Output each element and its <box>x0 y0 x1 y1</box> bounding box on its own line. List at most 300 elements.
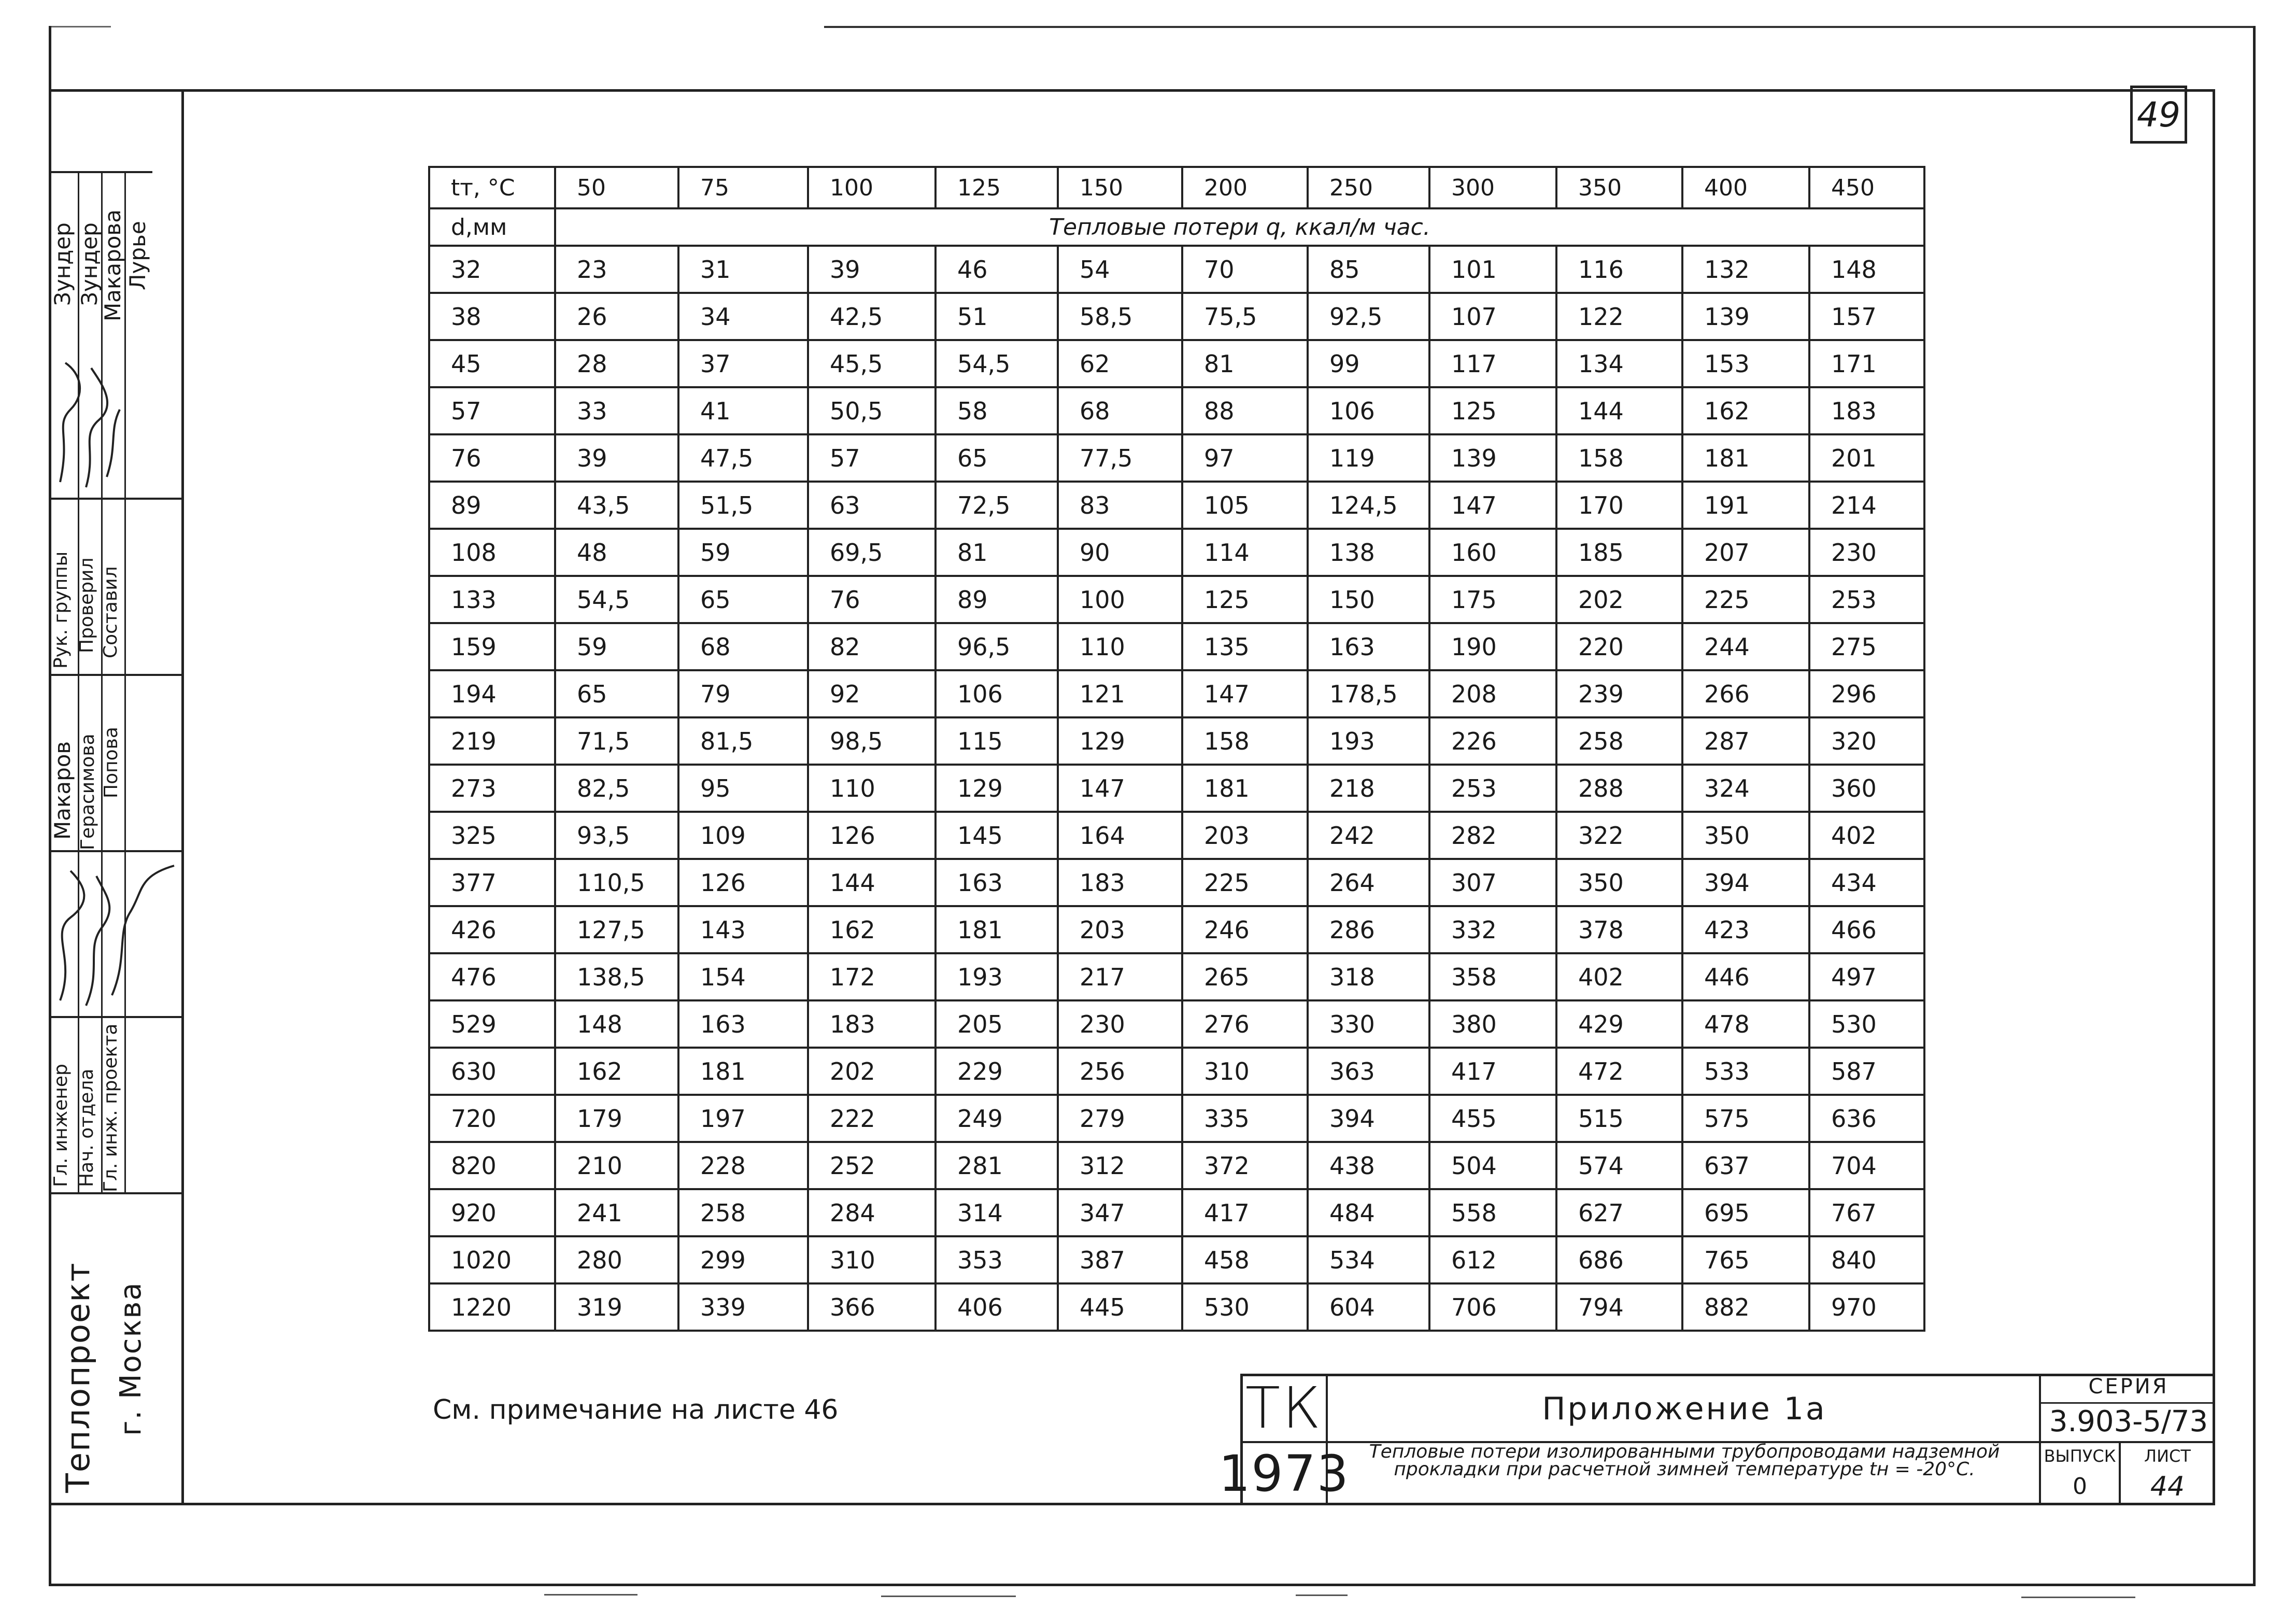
heat-loss-cell: 92,5 <box>1308 293 1429 340</box>
heat-loss-cell: 163 <box>1308 623 1429 670</box>
stamp-divider <box>49 1192 181 1194</box>
heat-loss-cell: 767 <box>1809 1189 1924 1236</box>
heat-loss-cell: 574 <box>1556 1142 1682 1189</box>
heat-loss-cell: 98,5 <box>808 717 936 765</box>
table-row <box>429 1236 1924 1283</box>
page-number: 49 <box>2130 86 2187 144</box>
heat-loss-cell: 114 <box>1182 529 1308 576</box>
heat-loss-cell: 281 <box>936 1142 1058 1189</box>
heat-loss-cell: 100 <box>1058 576 1182 623</box>
heat-loss-cell: 840 <box>1809 1236 1924 1283</box>
stamp-name: Макарова <box>100 209 125 321</box>
heat-loss-cell: 378 <box>1556 906 1682 953</box>
heat-loss-cell: 282 <box>1429 812 1556 859</box>
heat-loss-cell: 153 <box>1682 340 1809 387</box>
heat-loss-cell: 129 <box>936 765 1058 812</box>
heat-loss-cell: 162 <box>1682 387 1809 434</box>
heat-loss-cell: 83 <box>1058 482 1182 529</box>
heat-loss-cell: 205 <box>936 1000 1058 1048</box>
heat-loss-cell: 280 <box>555 1236 678 1283</box>
heat-loss-cell: 107 <box>1429 293 1556 340</box>
heat-loss-cell: 110,5 <box>555 859 678 906</box>
diameter-cell: 476 <box>429 953 555 1000</box>
stamp-column-border <box>181 89 184 1505</box>
heat-loss-cell: 145 <box>936 812 1058 859</box>
heat-loss-cell: 81,5 <box>678 717 808 765</box>
heat-loss-cell: 210 <box>555 1142 678 1189</box>
heat-loss-cell: 193 <box>1308 717 1429 765</box>
heat-loss-cell: 62 <box>1058 340 1182 387</box>
heat-loss-cell: 65 <box>678 576 808 623</box>
heat-loss-cell: 429 <box>1556 1000 1682 1048</box>
heat-loss-cell: 164 <box>1058 812 1182 859</box>
heat-loss-cell: 275 <box>1809 623 1924 670</box>
series-value: 3.903-5/73 <box>2049 1405 2208 1438</box>
heat-loss-cell: 181 <box>678 1048 808 1095</box>
heat-loss-cell: 387 <box>1058 1236 1182 1283</box>
heat-loss-cell: 350 <box>1682 812 1809 859</box>
heat-loss-cell: 197 <box>678 1095 808 1142</box>
heat-loss-cell: 88 <box>1182 387 1308 434</box>
diameter-cell: 89 <box>429 482 555 529</box>
issue-label: ВЫПУСК <box>2044 1446 2116 1466</box>
heat-loss-cell: 175 <box>1429 576 1556 623</box>
heat-loss-cell: 229 <box>936 1048 1058 1095</box>
note-text: См. примечание на листе 46 <box>433 1394 839 1426</box>
heat-loss-cell: 82,5 <box>555 765 678 812</box>
diameter-cell: 426 <box>429 906 555 953</box>
heat-loss-cell: 158 <box>1182 717 1308 765</box>
heat-loss-cell: 882 <box>1682 1283 1809 1331</box>
stamp-name: Лурье <box>125 221 150 290</box>
heat-loss-cell: 46 <box>936 246 1058 293</box>
heat-loss-cell: 279 <box>1058 1095 1182 1142</box>
title-block-title: Приложение 1а <box>1542 1390 1827 1427</box>
heat-loss-cell: 284 <box>808 1189 936 1236</box>
heat-loss-cell: 105 <box>1182 482 1308 529</box>
stamp-divider <box>49 674 181 676</box>
heat-loss-cell: 47,5 <box>678 434 808 482</box>
heat-loss-cell: 41 <box>678 387 808 434</box>
heat-loss-cell: 26 <box>555 293 678 340</box>
heat-loss-cell: 312 <box>1058 1142 1182 1189</box>
temperature-header-cell: 50 <box>555 167 678 208</box>
diameter-cell: 325 <box>429 812 555 859</box>
heat-loss-cell: 530 <box>1809 1000 1924 1048</box>
diameter-cell: 630 <box>429 1048 555 1095</box>
diameter-cell: 32 <box>429 246 555 293</box>
table-row <box>429 1048 1924 1095</box>
heat-loss-cell: 89 <box>936 576 1058 623</box>
series-label: СЕРИЯ <box>2088 1375 2169 1399</box>
heat-loss-cell: 185 <box>1556 529 1682 576</box>
heat-loss-cell: 163 <box>936 859 1058 906</box>
heat-loss-cell: 380 <box>1429 1000 1556 1048</box>
diameter-cell: 219 <box>429 717 555 765</box>
heat-loss-cell: 208 <box>1429 670 1556 717</box>
heat-loss-cell: 110 <box>808 765 936 812</box>
organization-city: г. Москва <box>114 1281 148 1436</box>
heat-loss-cell: 704 <box>1809 1142 1924 1189</box>
heat-loss-cell: 57 <box>808 434 936 482</box>
heat-loss-cell: 332 <box>1429 906 1556 953</box>
table-row <box>429 482 1924 529</box>
heat-loss-cell: 402 <box>1556 953 1682 1000</box>
heat-loss-cell: 330 <box>1308 1000 1429 1048</box>
scan-mark <box>2021 1597 2135 1598</box>
table-row <box>429 906 1924 953</box>
temperature-header-cell: 350 <box>1556 167 1682 208</box>
heat-loss-cell: 372 <box>1182 1142 1308 1189</box>
title-block-code: ТК <box>1245 1375 1323 1441</box>
diameter-cell: 108 <box>429 529 555 576</box>
heat-loss-cell: 65 <box>936 434 1058 482</box>
heat-loss-cell: 181 <box>936 906 1058 953</box>
heat-loss-cell: 143 <box>678 906 808 953</box>
temperature-header-label: tт, °C <box>429 167 555 208</box>
heat-loss-cell: 258 <box>678 1189 808 1236</box>
table-row <box>429 246 1924 293</box>
heat-loss-cell: 158 <box>1556 434 1682 482</box>
heat-loss-cell: 322 <box>1556 812 1682 859</box>
stamp-name: Макаров <box>50 741 75 840</box>
heat-loss-cell: 637 <box>1682 1142 1809 1189</box>
heat-loss-cell: 51 <box>936 293 1058 340</box>
heat-loss-cell: 154 <box>678 953 808 1000</box>
stamp-divider <box>124 171 126 1192</box>
heat-loss-cell: 417 <box>1182 1189 1308 1236</box>
heat-loss-cell: 127,5 <box>555 906 678 953</box>
temperature-header-cell: 300 <box>1429 167 1556 208</box>
heat-loss-cell: 203 <box>1182 812 1308 859</box>
heat-loss-cell: 358 <box>1429 953 1556 1000</box>
stamp-role: Гл. инженер <box>50 1064 72 1187</box>
heat-loss-cell: 350 <box>1556 859 1682 906</box>
temperature-header-cell: 400 <box>1682 167 1809 208</box>
heat-loss-cell: 183 <box>808 1000 936 1048</box>
heat-loss-cell: 190 <box>1429 623 1556 670</box>
table-row <box>429 623 1924 670</box>
heat-loss-cell: 31 <box>678 246 808 293</box>
heat-loss-cell: 225 <box>1182 859 1308 906</box>
heat-loss-cell: 125 <box>1182 576 1308 623</box>
stamp-role: Гл. инж. проекта <box>100 1023 121 1192</box>
table-row <box>429 576 1924 623</box>
stamp-role: Нач. отдела <box>76 1068 97 1187</box>
heat-loss-cell: 335 <box>1182 1095 1308 1142</box>
table-row <box>429 1189 1924 1236</box>
heat-loss-cell: 99 <box>1308 340 1429 387</box>
diameter-header-label: d,мм <box>429 208 555 246</box>
heat-loss-cell: 70 <box>1182 246 1308 293</box>
stamp-divider <box>49 1016 181 1018</box>
heat-loss-cell: 122 <box>1556 293 1682 340</box>
table-row <box>429 529 1924 576</box>
heat-loss-cell: 75,5 <box>1182 293 1308 340</box>
heat-loss-cell: 612 <box>1429 1236 1556 1283</box>
heat-loss-cell: 575 <box>1682 1095 1809 1142</box>
table-row <box>429 1000 1924 1048</box>
heat-loss-cell: 54,5 <box>555 576 678 623</box>
heat-loss-cell: 587 <box>1809 1048 1924 1095</box>
heat-loss-cell: 394 <box>1682 859 1809 906</box>
diameter-cell: 920 <box>429 1189 555 1236</box>
heat-loss-cell: 266 <box>1682 670 1809 717</box>
table-row <box>429 812 1924 859</box>
heat-loss-cell: 970 <box>1809 1283 1924 1331</box>
heat-loss-cell: 150 <box>1308 576 1429 623</box>
heat-loss-cell: 307 <box>1429 859 1556 906</box>
heat-loss-cell: 115 <box>936 717 1058 765</box>
heat-loss-cell: 203 <box>1058 906 1182 953</box>
heat-loss-cell: 472 <box>1556 1048 1682 1095</box>
heat-loss-cell: 318 <box>1308 953 1429 1000</box>
heat-loss-cell: 81 <box>936 529 1058 576</box>
heat-loss-cell: 178,5 <box>1308 670 1429 717</box>
heat-loss-cell: 171 <box>1809 340 1924 387</box>
heat-loss-cell: 406 <box>936 1283 1058 1331</box>
diameter-cell: 159 <box>429 623 555 670</box>
heat-loss-cell: 286 <box>1308 906 1429 953</box>
heat-loss-cell: 162 <box>808 906 936 953</box>
heat-loss-cell: 160 <box>1429 529 1556 576</box>
heat-loss-cell: 23 <box>555 246 678 293</box>
heat-loss-cell: 533 <box>1682 1048 1809 1095</box>
heat-loss-cell: 42,5 <box>808 293 936 340</box>
heat-loss-cell: 319 <box>555 1283 678 1331</box>
heat-loss-header-label: Тепловые потери q, ккал/м час. <box>555 208 1924 246</box>
heat-loss-cell: 183 <box>1058 859 1182 906</box>
heat-loss-cell: 264 <box>1308 859 1429 906</box>
diameter-cell: 38 <box>429 293 555 340</box>
heat-loss-cell: 90 <box>1058 529 1182 576</box>
heat-loss-cell: 135 <box>1182 623 1308 670</box>
heat-loss-cell: 207 <box>1682 529 1809 576</box>
heat-loss-cell: 438 <box>1308 1142 1429 1189</box>
heat-loss-cell: 147 <box>1058 765 1182 812</box>
sheet-value: 44 <box>2150 1471 2185 1502</box>
scan-mark <box>1296 1594 1348 1596</box>
heat-loss-cell: 139 <box>1429 434 1556 482</box>
heat-loss-cell: 218 <box>1308 765 1429 812</box>
table-row <box>429 859 1924 906</box>
stamp-name: Зундер <box>50 222 75 306</box>
diameter-cell: 45 <box>429 340 555 387</box>
heat-loss-cell: 530 <box>1182 1283 1308 1331</box>
diameter-cell: 57 <box>429 387 555 434</box>
heat-loss-cell: 220 <box>1556 623 1682 670</box>
heat-loss-cell: 68 <box>678 623 808 670</box>
heat-loss-cell: 217 <box>1058 953 1182 1000</box>
heat-loss-cell: 63 <box>808 482 936 529</box>
heat-loss-cell: 310 <box>808 1236 936 1283</box>
scan-mark <box>881 1596 1016 1597</box>
heat-loss-cell: 423 <box>1682 906 1809 953</box>
heat-loss-cell: 125 <box>1429 387 1556 434</box>
scan-mark <box>544 1594 637 1596</box>
heat-loss-cell: 93,5 <box>555 812 678 859</box>
heat-loss-cell: 144 <box>808 859 936 906</box>
heat-loss-cell: 695 <box>1682 1189 1809 1236</box>
heat-loss-cell: 230 <box>1058 1000 1182 1048</box>
diameter-cell: 529 <box>429 1000 555 1048</box>
table-row <box>429 387 1924 434</box>
heat-loss-cell: 515 <box>1556 1095 1682 1142</box>
heat-loss-cell: 37 <box>678 340 808 387</box>
heat-loss-cell: 446 <box>1682 953 1809 1000</box>
heat-loss-cell: 765 <box>1682 1236 1809 1283</box>
heat-loss-cell: 138 <box>1308 529 1429 576</box>
heat-loss-cell: 45,5 <box>808 340 936 387</box>
heat-loss-cell: 129 <box>1058 717 1182 765</box>
units-header-row <box>429 208 1924 246</box>
heat-loss-cell: 222 <box>808 1095 936 1142</box>
title-block-divider <box>2039 1402 2215 1404</box>
temperature-header-cell: 75 <box>678 167 808 208</box>
diameter-cell: 133 <box>429 576 555 623</box>
heat-loss-cell: 794 <box>1556 1283 1682 1331</box>
heat-loss-cell: 276 <box>1182 1000 1308 1048</box>
heat-loss-cell: 504 <box>1429 1142 1556 1189</box>
heat-loss-cell: 417 <box>1429 1048 1556 1095</box>
table-row <box>429 340 1924 387</box>
heat-loss-cell: 214 <box>1809 482 1924 529</box>
temperature-header-cell: 200 <box>1182 167 1308 208</box>
heat-loss-cell: 201 <box>1809 434 1924 482</box>
diameter-cell: 720 <box>429 1095 555 1142</box>
heat-loss-cell: 287 <box>1682 717 1809 765</box>
title-block-year: 1973 <box>1218 1444 1350 1503</box>
heat-loss-cell: 627 <box>1556 1189 1682 1236</box>
heat-loss-cell: 558 <box>1429 1189 1556 1236</box>
temperature-header-cell: 450 <box>1809 167 1924 208</box>
heat-loss-cell: 299 <box>678 1236 808 1283</box>
temperature-header-cell: 250 <box>1308 167 1429 208</box>
heat-loss-cell: 72,5 <box>936 482 1058 529</box>
table-row <box>429 1095 1924 1142</box>
heat-loss-cell: 147 <box>1429 482 1556 529</box>
heat-loss-cell: 109 <box>678 812 808 859</box>
heat-loss-cell: 314 <box>936 1189 1058 1236</box>
heat-loss-cell: 636 <box>1809 1095 1924 1142</box>
table-row <box>429 1142 1924 1189</box>
heat-loss-cell: 353 <box>936 1236 1058 1283</box>
heat-loss-cell: 253 <box>1429 765 1556 812</box>
heat-loss-cell: 58,5 <box>1058 293 1182 340</box>
heat-loss-cell: 466 <box>1809 906 1924 953</box>
stamp-name: Зундер <box>77 222 102 306</box>
heat-loss-cell: 265 <box>1182 953 1308 1000</box>
heat-loss-cell: 110 <box>1058 623 1182 670</box>
signature-mark <box>50 855 179 1011</box>
heat-loss-cell: 69,5 <box>808 529 936 576</box>
heat-loss-cell: 65 <box>555 670 678 717</box>
heat-loss-cell: 320 <box>1809 717 1924 765</box>
diameter-cell: 273 <box>429 765 555 812</box>
heat-loss-cell: 202 <box>808 1048 936 1095</box>
temperature-header-cell: 125 <box>936 167 1058 208</box>
heat-loss-cell: 157 <box>1809 293 1924 340</box>
heat-loss-cell: 225 <box>1682 576 1809 623</box>
stamp-divider <box>78 171 79 1192</box>
heat-loss-cell: 77,5 <box>1058 434 1182 482</box>
heat-loss-cell: 101 <box>1429 246 1556 293</box>
table-row <box>429 765 1924 812</box>
heat-loss-cell: 96,5 <box>936 623 1058 670</box>
heat-loss-cell: 126 <box>678 859 808 906</box>
heat-loss-cell: 686 <box>1556 1236 1682 1283</box>
heat-loss-cell: 246 <box>1182 906 1308 953</box>
heat-loss-cell: 71,5 <box>555 717 678 765</box>
heat-loss-cell: 339 <box>678 1283 808 1331</box>
heat-loss-cell: 179 <box>555 1095 678 1142</box>
heat-loss-cell: 183 <box>1809 387 1924 434</box>
heat-loss-cell: 604 <box>1308 1283 1429 1331</box>
heat-loss-cell: 226 <box>1429 717 1556 765</box>
heat-loss-cell: 117 <box>1429 340 1556 387</box>
stamp-role: Составил <box>100 566 121 658</box>
heat-loss-cell: 39 <box>808 246 936 293</box>
heat-loss-cell: 132 <box>1682 246 1809 293</box>
heat-loss-cell: 244 <box>1682 623 1809 670</box>
heat-loss-cell: 121 <box>1058 670 1182 717</box>
heat-loss-cell: 92 <box>808 670 936 717</box>
heat-loss-cell: 256 <box>1058 1048 1182 1095</box>
heat-loss-cell: 706 <box>1429 1283 1556 1331</box>
table-row <box>429 717 1924 765</box>
diameter-cell: 76 <box>429 434 555 482</box>
heat-loss-cell: 170 <box>1556 482 1682 529</box>
heat-loss-cell: 54,5 <box>936 340 1058 387</box>
heat-loss-cell: 360 <box>1809 765 1924 812</box>
heat-loss-cell: 253 <box>1809 576 1924 623</box>
table-row <box>429 293 1924 340</box>
heat-loss-cell: 144 <box>1556 387 1682 434</box>
heat-loss-cell: 147 <box>1182 670 1308 717</box>
stamp-divider <box>49 498 181 500</box>
temperature-header-cell: 150 <box>1058 167 1182 208</box>
heat-loss-cell: 363 <box>1308 1048 1429 1095</box>
heat-loss-cell: 119 <box>1308 434 1429 482</box>
table-body <box>429 246 1924 1331</box>
heat-loss-cell: 239 <box>1556 670 1682 717</box>
organization-name: Теплопроект <box>59 1262 97 1493</box>
table-row <box>429 670 1924 717</box>
heat-loss-cell: 81 <box>1182 340 1308 387</box>
heat-loss-cell: 458 <box>1182 1236 1308 1283</box>
heat-loss-cell: 172 <box>808 953 936 1000</box>
heat-loss-cell: 258 <box>1556 717 1682 765</box>
diameter-cell: 1020 <box>429 1236 555 1283</box>
heat-loss-cell: 193 <box>936 953 1058 1000</box>
heat-loss-cell: 139 <box>1682 293 1809 340</box>
title-block-description: Тепловые потери изолированными трубопроводами надземной прокладки при расчетной зимней температуре tн = -20°С. <box>1369 1441 2000 1480</box>
heat-loss-cell: 296 <box>1809 670 1924 717</box>
heat-loss-cell: 402 <box>1809 812 1924 859</box>
heat-loss-cell: 43,5 <box>555 482 678 529</box>
heat-loss-cell: 241 <box>555 1189 678 1236</box>
table-row <box>429 953 1924 1000</box>
heat-loss-cell: 347 <box>1058 1189 1182 1236</box>
heat-loss-cell: 124,5 <box>1308 482 1429 529</box>
heat-loss-cell: 484 <box>1308 1189 1429 1236</box>
heat-loss-cell: 59 <box>555 623 678 670</box>
heat-loss-cell: 445 <box>1058 1283 1182 1331</box>
heat-loss-cell: 534 <box>1308 1236 1429 1283</box>
heat-loss-cell: 59 <box>678 529 808 576</box>
heat-loss-cell: 82 <box>808 623 936 670</box>
title-block-divider <box>2039 1374 2041 1505</box>
